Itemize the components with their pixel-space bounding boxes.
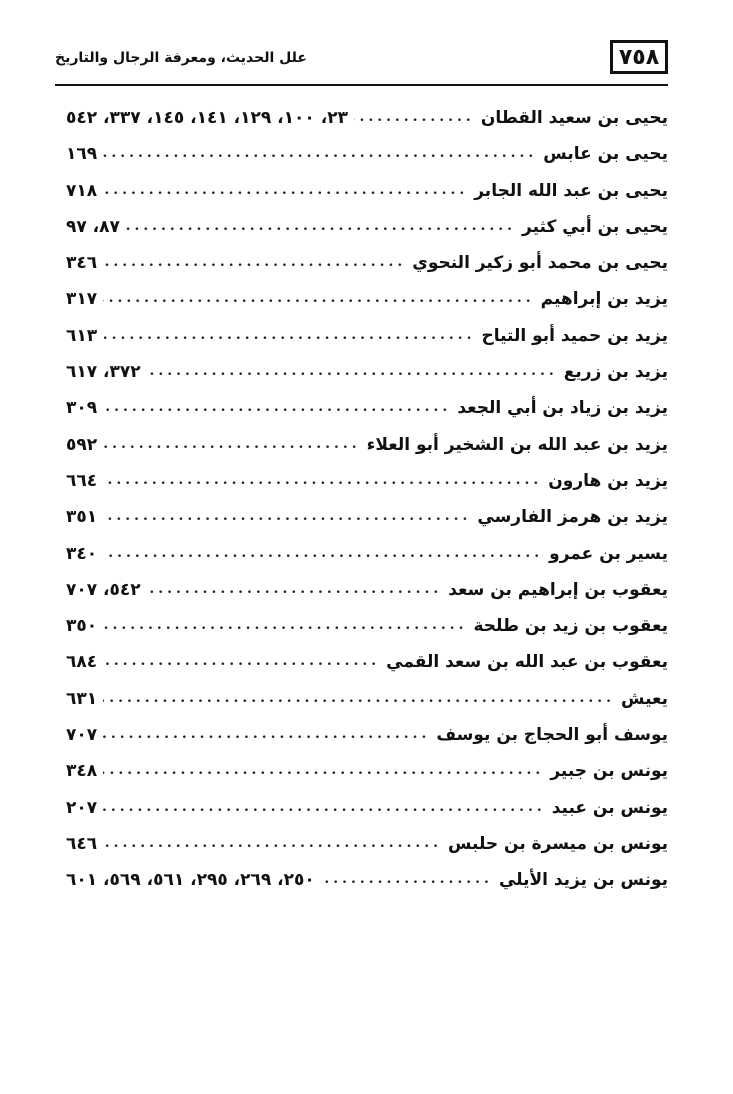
index-entry [66,362,668,398]
dot-leader [103,436,361,452]
dot-leader [103,835,442,851]
entry-name: يزيد بن هرمز الفارسي [477,507,668,528]
dot-leader [321,871,493,887]
index-entry [66,761,668,797]
index-entry [66,652,668,688]
dot-leader [103,327,475,343]
dot-leader [103,617,467,633]
page-number: ٧٥٨ [610,40,668,74]
dot-leader [354,109,475,125]
entry-pages: ٦٣١ [66,688,98,709]
index-entry [66,580,668,616]
entry-pages: ٥٩٢ [66,434,98,455]
dot-leader [103,726,430,742]
dot-leader [147,581,443,597]
index-entry [66,544,668,580]
entry-pages: ٣٥٠ [66,616,98,637]
entry-name: يزيد بن عبد الله بن الشخير أبو العلاء [366,434,668,455]
entry-name: يحيى بن سعيد القطان [480,108,668,128]
entry-pages: ٢٣، ١٠٠، ١٢٩، ١٤١، ١٤٥، ٣٣٧، ٥٤٢ [66,108,348,128]
entry-pages: ٣٤٦ [66,253,98,274]
dot-leader [103,182,468,198]
index-entry [66,834,668,870]
entry-name: يزيد بن إبراهيم [540,289,668,310]
entry-pages: ٣١٧ [66,289,98,310]
index-entry [66,507,668,543]
entry-pages: ٦٤٦ [66,833,98,854]
dot-leader [103,653,380,669]
dot-leader [103,508,471,524]
index-entry [66,289,668,325]
index-entry [66,326,668,362]
page-header [55,40,668,86]
dot-leader [147,363,558,379]
index-entry [66,725,668,761]
dot-leader [103,799,546,815]
entry-pages: ٢٠٧ [66,797,98,818]
index-entry [66,689,668,725]
entry-name: يحيى بن أبي كثير [522,216,668,237]
entry-name: يزيد بن حميد أبو التياح [481,325,668,346]
index-entry [66,253,668,289]
index-entry [66,398,668,434]
entry-pages: ٧٠٧ [66,725,98,746]
entry-name: يسير بن عمرو [549,543,668,564]
index-entry [66,798,668,834]
running-title: علل الحديث، ومعرفة الرجال والتاريخ [55,50,307,66]
index-entry [66,471,668,507]
entry-pages: ٣٧٢، ٦١٧ [66,362,141,383]
entry-pages: ٦١٣ [66,325,98,346]
dot-leader [103,690,615,706]
entry-name: يحيى بن محمد أبو زكير النحوي [412,253,668,274]
dot-leader [103,472,542,488]
entry-pages: ٣٤٨ [66,761,98,782]
entry-pages: ٦٨٤ [66,652,98,673]
dot-leader [103,145,537,161]
entry-name: يونس بن ميسرة بن حلبس [447,833,668,854]
entry-name: يحيى بن عابس [543,144,668,165]
index-entry [66,108,668,144]
dot-leader [103,290,535,306]
entry-pages: ٧١٨ [66,180,98,201]
entry-pages: ٣٤٠ [66,543,98,564]
entry-name: يونس بن عبيد [551,797,668,818]
index-entry [66,144,668,180]
entry-name: يعقوب بن إبراهيم بن سعد [448,579,668,600]
entry-name: يزيد بن هارون [548,470,668,491]
dot-leader [126,218,516,234]
entry-name: يونس بن يزيد الأيلي [498,870,668,891]
entry-name: يعيش [621,688,668,709]
entry-name: يزيد بن زريع [563,362,668,383]
index-list [66,108,668,907]
dot-leader [103,545,543,561]
entry-pages: ٨٧، ٩٧ [66,216,120,237]
entry-pages: ٥٤٢، ٧٠٧ [66,579,141,600]
entry-name: يعقوب بن زيد بن طلحة [473,616,668,637]
entry-name: يعقوب بن عبد الله بن سعد القمي [386,652,668,673]
index-entry [66,616,668,652]
dot-leader [103,254,406,270]
entry-name: يزيد بن زياد بن أبي الجعد [457,398,668,419]
index-entry [66,217,668,253]
dot-leader [103,762,544,778]
entry-pages: ١٦٩ [66,144,98,165]
entry-name: يحيى بن عبد الله الجابر [474,180,668,201]
index-entry [66,181,668,217]
entry-name: يونس بن جبير [550,761,668,782]
index-entry [66,870,668,906]
index-entry [66,435,668,471]
entry-pages: ٣٠٩ [66,398,98,419]
entry-name: يوسف أبو الحجاج بن يوسف [436,725,668,746]
entry-pages: ٦٦٤ [66,470,98,491]
entry-pages: ٣٥١ [66,507,98,528]
entry-pages: ٢٥٠، ٢٦٩، ٢٩٥، ٥٦١، ٥٦٩، ٦٠١ [66,870,315,891]
dot-leader [103,399,451,415]
header-rule [55,84,668,86]
